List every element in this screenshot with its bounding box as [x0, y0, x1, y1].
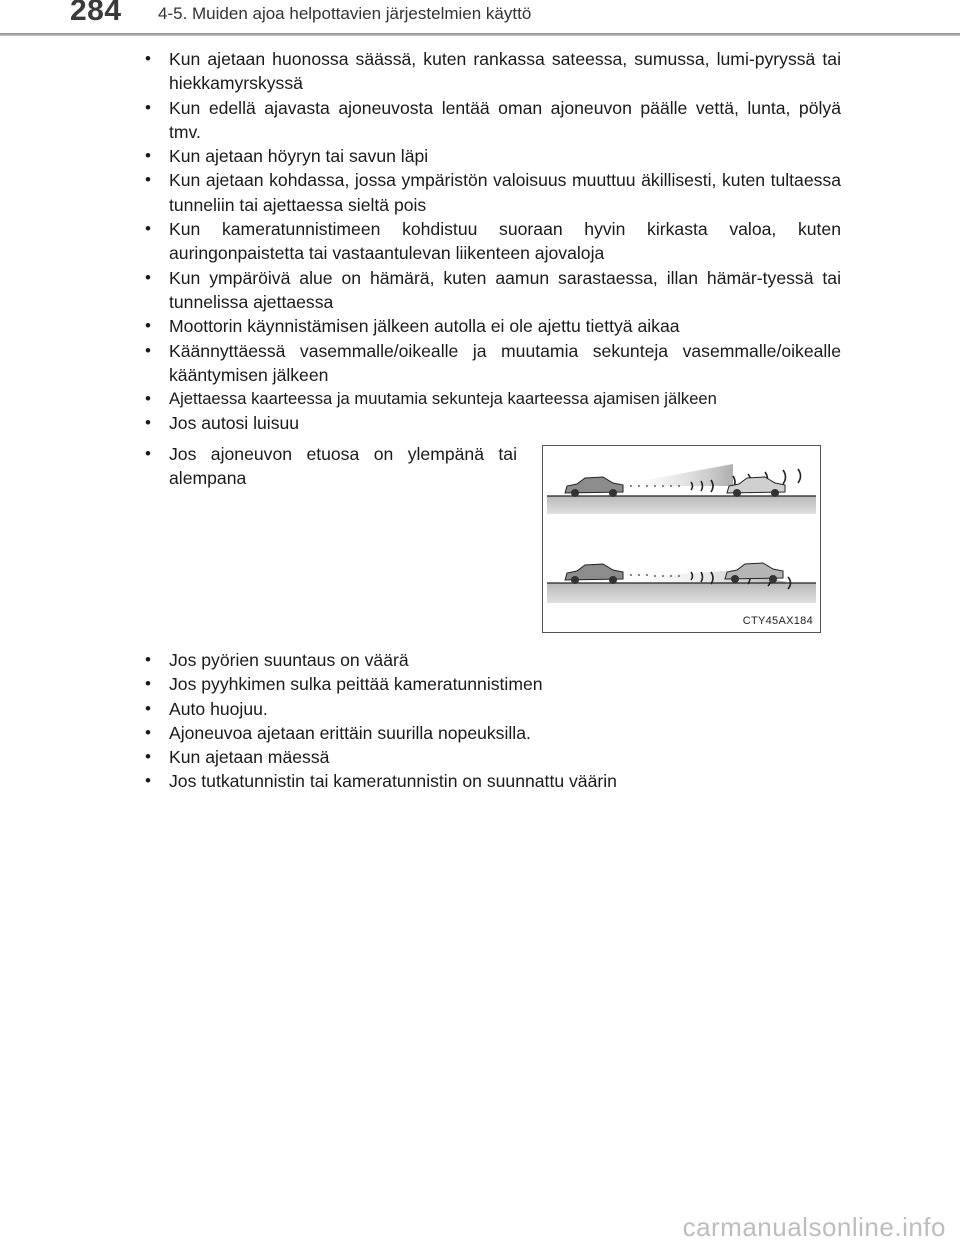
section-title: 4-5. Muiden ajoa helpottavien järjestelmien käyttö [158, 4, 532, 23]
vehicle-position-illustration [542, 445, 821, 633]
list-item: • Jos tutkatunnistin tai kameratunnistin on suunnattu väärin [145, 769, 841, 793]
list-item: • Kun ajetaan huonossa säässä, kuten rankassa sateessa, sumussa, lumi-pyryssä tai hiekkamyrskyssä [145, 47, 841, 96]
watermark: carmanualsonline.info [682, 1212, 946, 1242]
list-item: • Käännyttäessä vasemmalle/oikealle ja muutamia sekunteja vasemmalle/oikealle kääntymisen jälkeen [145, 339, 841, 388]
radar-beam-diagram [543, 446, 820, 632]
radar-beam [613, 464, 733, 486]
list-item: • Kun ympäröivä alue on hämärä, kuten aamun sarastaessa, illan hämär-tyessä tai tunnelissa ajettaessa [145, 266, 841, 315]
page-header [0, 0, 960, 34]
list-item: • Jos pyörien suuntaus on väärä [145, 648, 841, 672]
list-item: • Kun edellä ajavasta ajoneuvosta lentää oman ajoneuvon päälle vettä, lunta, pölyä tmv. [145, 96, 841, 145]
conditions-list-top [145, 47, 841, 436]
conditions-list-bottom [145, 648, 841, 794]
conditions-list-middle [145, 442, 517, 491]
list-item: • Kun ajetaan kohdassa, jossa ympäristön valoisuus muuttuu äkillisesti, kuten tultaessa tunneliin tai ajettaessa sieltä pois [145, 168, 841, 217]
vehicle-ahead [727, 477, 785, 497]
list-item: • Moottorin käynnistämisen jälkeen autolla ei ole ajettu tiettyä aikaa [145, 314, 841, 338]
upper-scene [547, 464, 816, 514]
page-number: 284 [70, 0, 122, 27]
road-surface [547, 496, 816, 514]
own-car [565, 477, 623, 497]
own-car [565, 564, 623, 584]
list-item: • Ajoneuvoa ajetaan erittäin suurilla nopeuksilla. [145, 721, 841, 745]
list-item: • Jos autosi luisuu [145, 411, 841, 435]
list-item: • Kun kameratunnistimeen kohdistuu suoraan hyvin kirkasta valoa, kuten auringonpaistetta tai vastaantulevan liikenteen ajovaloja [145, 217, 841, 266]
list-item: • Jos pyyhkimen sulka peittää kameratunnistimen [145, 672, 841, 696]
list-item: • Auto huojuu. [145, 697, 841, 721]
road-surface [547, 583, 816, 603]
list-item: • Kun ajetaan höyryn tai savun läpi [145, 144, 841, 168]
list-item: • Ajettaessa kaarteessa ja muutamia sekunteja kaarteessa ajamisen jälkeen [145, 387, 841, 411]
lower-scene [547, 563, 816, 603]
header-divider [0, 33, 960, 36]
figure-code: CTY45AX184 [742, 615, 813, 627]
list-item: • Jos ajoneuvon etuosa on ylempänä tai alempana [145, 442, 517, 491]
list-item: • Kun ajetaan mäessä [145, 745, 841, 769]
